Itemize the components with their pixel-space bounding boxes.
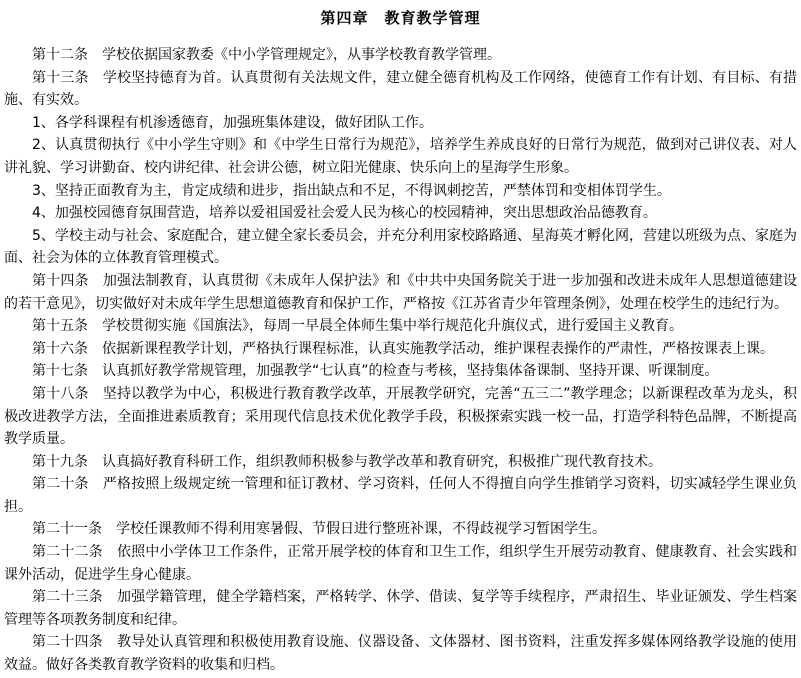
chapter-title: 第四章 教育教学管理 bbox=[320, 9, 481, 27]
article-13-item-4: 4、加强校园德育氛围营造，培养以爱祖国爱社会爱人民为核心的校园精神，突出思想政治品德教育。 bbox=[32, 205, 657, 222]
article-16: 第十六条 依据新课程教学计划，严格执行课程标准，认真实施教学活动，维护课程表操作的严肃性，严格按课表上课。 bbox=[32, 340, 774, 357]
article-19: 第十九条 认真搞好教育科研工作，组织教师积极参与教学改革和教育研究，积极推广现代教育技术。 bbox=[32, 453, 662, 470]
article-13-item-5: 5、学校主动与社会、家庭配合，建立健全家长委员会，并充分利用家校路路通、星海英才孵化网，营建以班级为点、家庭为面、社会为体的立体教育管理模式。 bbox=[4, 227, 797, 267]
article-17: 第十七条 认真抓好教学常规管理，加强教学“七认真”的检查与考核，坚持集体备课制、坚持开课、听课制度。 bbox=[32, 363, 719, 380]
article-13: 第十三条 学校坚持德育为首。认真贯彻有关法规文件，建立健全德育机构及工作网络，使德育工作有计划、有目标、有措施、有实效。 bbox=[4, 69, 797, 109]
document-body bbox=[4, 44, 797, 677]
article-21: 第二十一条 学校任课教师不得利用寒暑假、节假日进行整班补课，不得歧视学习暂困学生。 bbox=[32, 521, 606, 538]
article-18: 第十八条 坚持以教学为中心，积极进行教育教学改革，开展教学研究，完善“五三二”教学理念；以新课程改革为龙头，积极改进教学方法，全面推进素质教育；采用现代信息技术优化教学手段，积极探索实践一校一品，打造学科特色品牌，不断提高教学质量。 bbox=[4, 385, 797, 448]
article-23: 第二十三条 加强学籍管理，健全学籍档案，严格转学、休学、借读、复学等手续程序，严肃招生、毕业证颁发、学生档案管理等各项教务制度和纪律。 bbox=[4, 589, 797, 628]
article-12: 第十二条 学校依据国家教委《中小学管理规定》，从事学校教育教学管理。 bbox=[32, 47, 501, 63]
article-13-item-3: 3、坚持正面教育为主，肯定成绩和进步，指出缺点和不足，不得讽刺挖苦，严禁体罚和变相体罚学生。 bbox=[32, 182, 671, 199]
article-13-item-2: 2、认真贯彻执行《中小学生守则》和《中学生日常行为规范》，培养学生养成良好的日常行为规范，做到对己讲仪表、对人讲礼貌、学习讲勤奋、校内讲纪律、社会讲公德，树立阳光健康、快乐向上的星海学生形象。 bbox=[4, 137, 797, 176]
article-20: 第二十条 严格按照上级规定统一管理和征订教材、学习资料，任何人不得擅自向学生推销学习资料，切实减轻学生课业负担。 bbox=[4, 476, 797, 515]
article-15: 第十五条 学校贯彻实施《国旗法》，每周一早晨全体师生集中举行规范化升旗仪式，进行爱国主义教育。 bbox=[32, 318, 683, 335]
article-22: 第二十二条 依照中小学体卫工作条件，正常开展学校的体育和卫生工作，组织学生开展劳动教育、健康教育、社会实践和课外活动，促进学生身心健康。 bbox=[4, 544, 797, 583]
article-13-item-1: 1、各学科课程有机渗透德育，加强班集体建设，做好团队工作。 bbox=[32, 114, 433, 131]
article-14: 第十四条 加强法制教育，认真贯彻《未成年人保护法》和《中共中央国务院关于进一步加强和改进未成年人思想道德建设的若干意见》，切实做好对未成年学生思想道德教育和保护工作，严格按《江苏省青少年管理条例》，处理在校学生的违纪行为。 bbox=[4, 272, 797, 312]
article-24: 第二十四条 教导处认真管理和积极使用教育设施、仪器设备、文体器材、图书资料，注重发挥多媒体网络教学设施的使用效益。做好各类教育教学资料的收集和归档。 bbox=[4, 634, 797, 674]
